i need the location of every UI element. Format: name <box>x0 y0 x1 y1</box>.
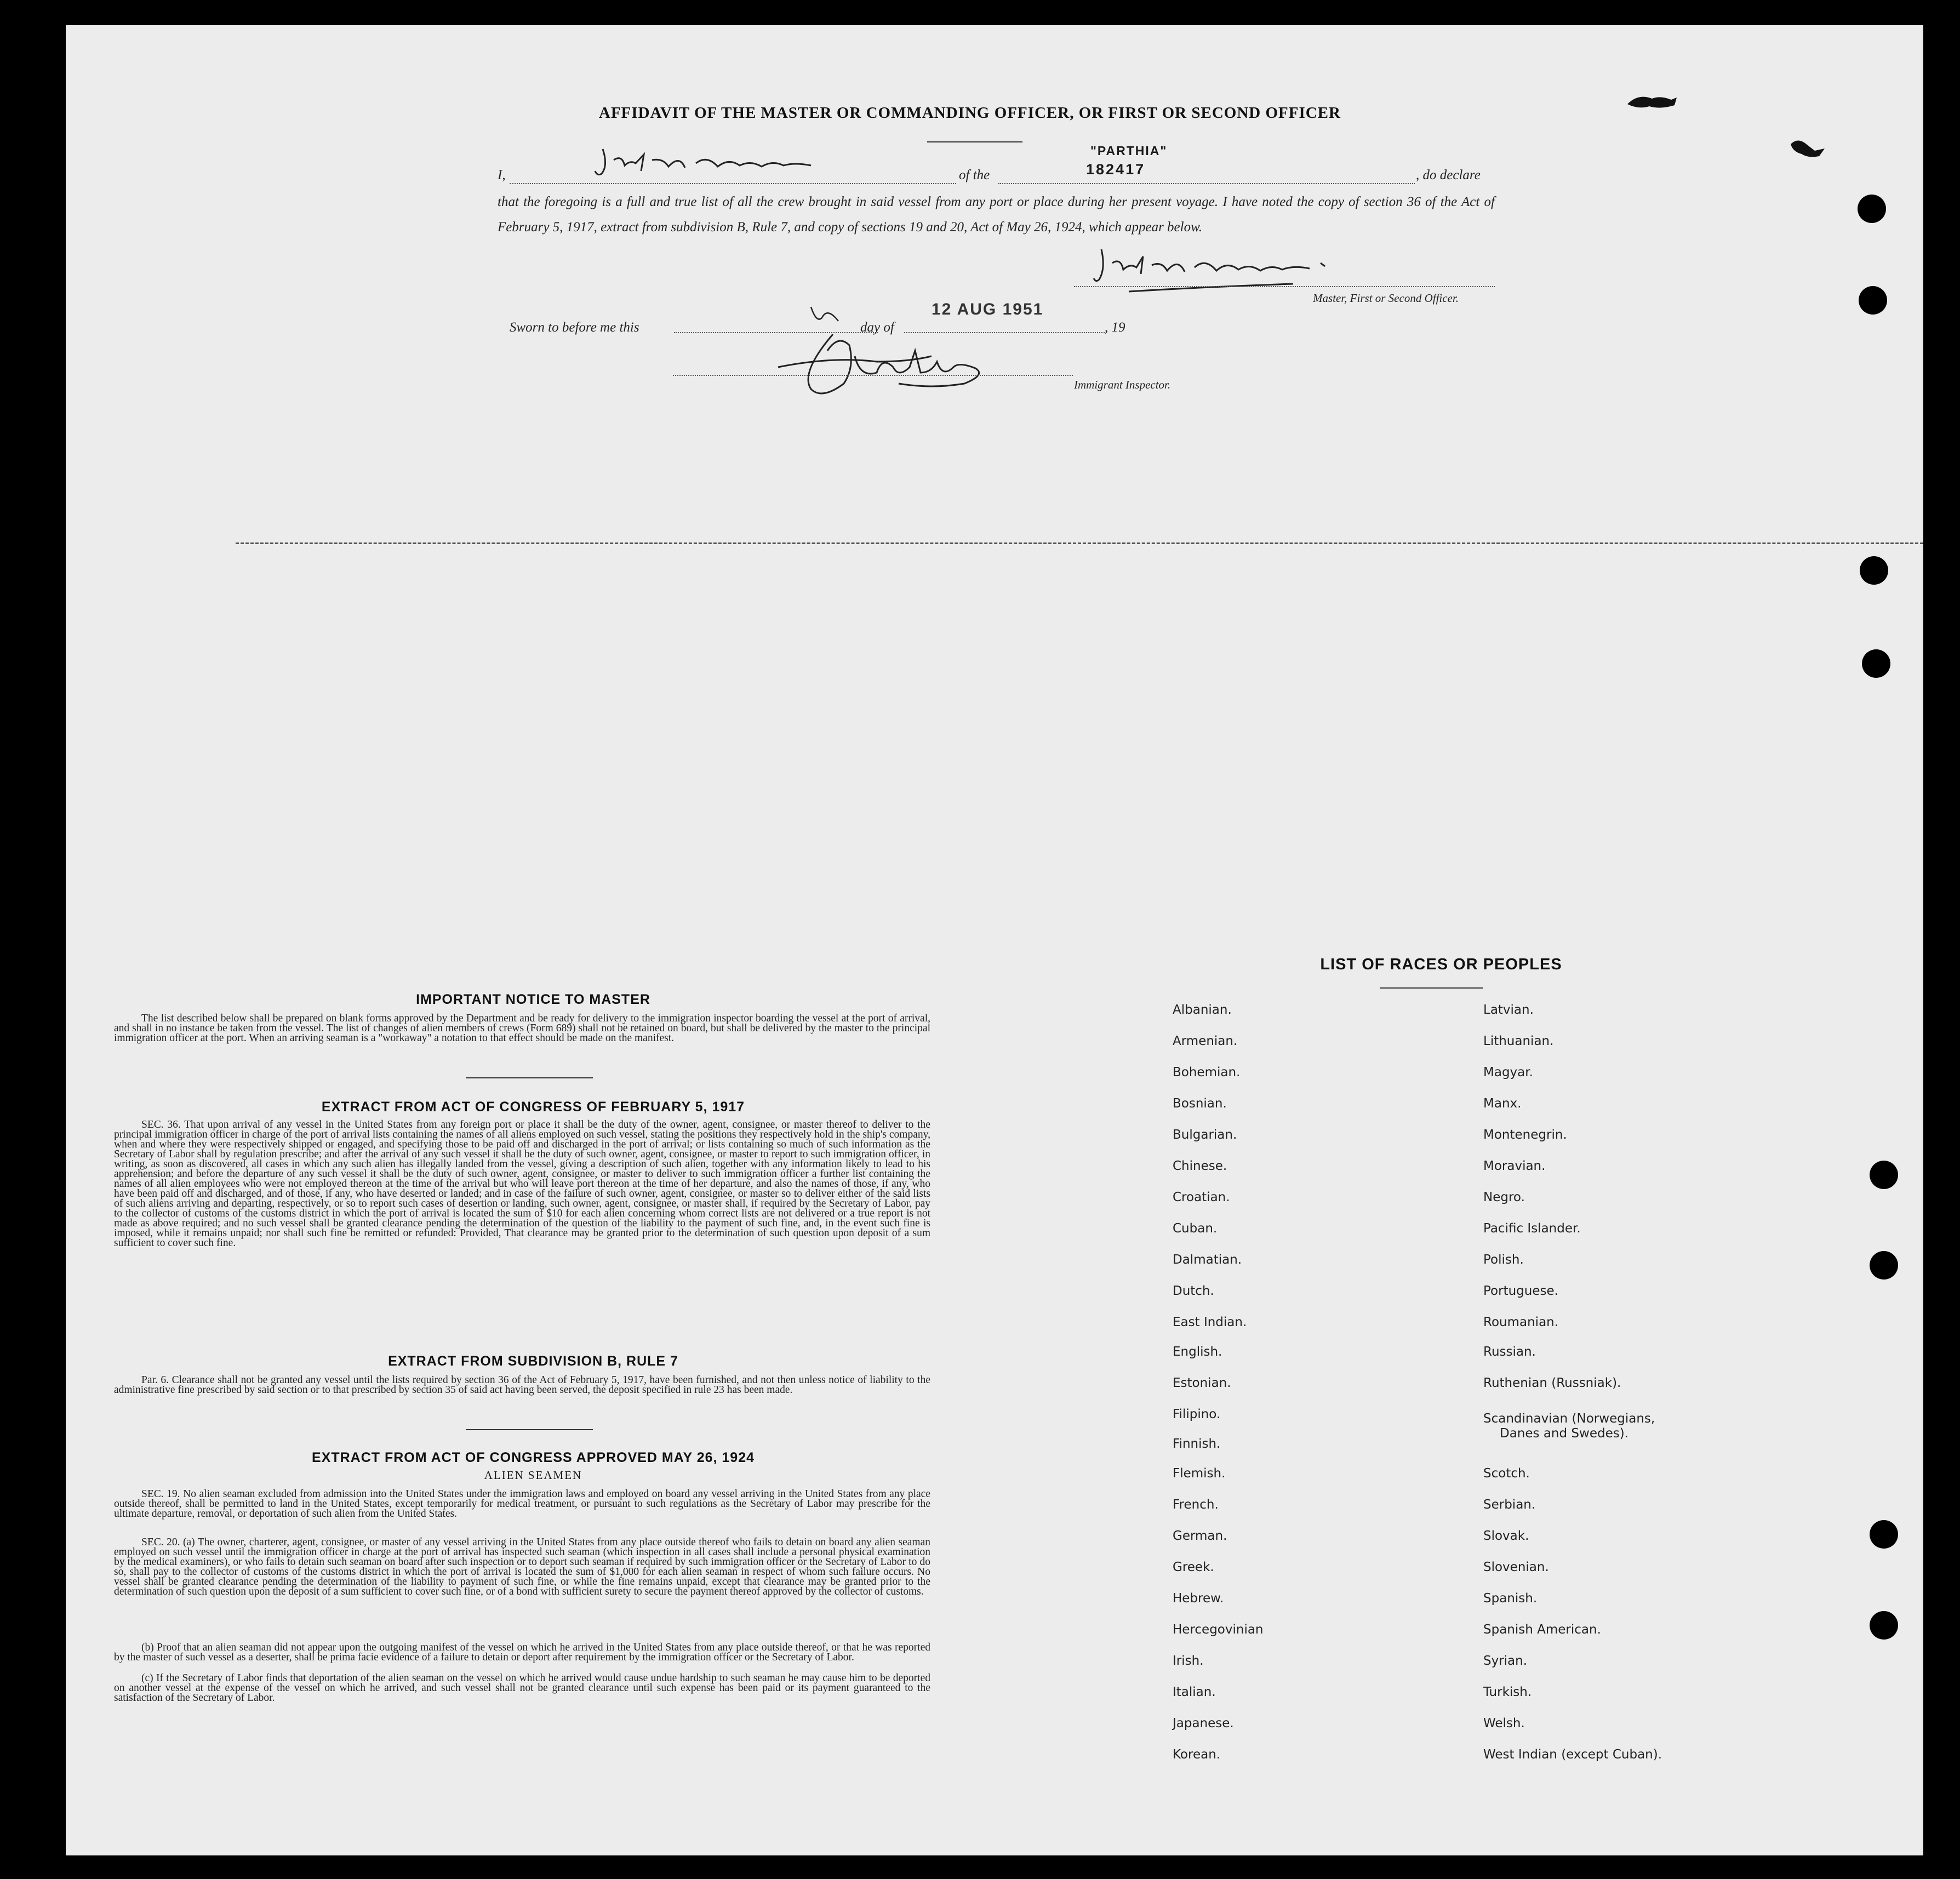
ship-line <box>998 183 1415 184</box>
race-right-item: Lithuanian. <box>1483 1034 1554 1048</box>
race-right-item: Negro. <box>1483 1190 1525 1204</box>
race-right-item: Manx. <box>1483 1096 1522 1111</box>
punch-hole <box>1859 286 1887 315</box>
race-left-item: German. <box>1173 1529 1227 1543</box>
race-left-item: Japanese. <box>1173 1716 1234 1730</box>
inspector-signature-line <box>673 375 1073 376</box>
affidavit-title: AFFIDAVIT OF THE MASTER OR COMMANDING OFFICER, OR FIRST OR SECOND OFFICER <box>599 104 1341 122</box>
races-title: LIST OF RACES OR PEOPLES <box>1320 956 1562 973</box>
race-right-item: Scandinavian (Norwegians, <box>1483 1412 1655 1426</box>
sworn-label: Sworn to before me this <box>510 320 639 335</box>
race-left-item: Albanian. <box>1173 1003 1232 1017</box>
name-signature <box>592 144 822 182</box>
race-right-item: Ruthenian (Russniak). <box>1483 1376 1621 1390</box>
race-right-item: Roumanian. <box>1483 1315 1559 1329</box>
extract-1917-text: SEC. 36. That upon arrival of any vessel in the United States from any foreign port or place it shall be the duty of the owner, agent, consignee, or master thereof to deliver to the principal immigration officer in charge of the port of arrival lists containing the names of all aliens employed on such vessel, stating the positions they respectively hold in the ship's company, when and where they were respectively shipped or engaged, and specifying those to be paid off and discharged in the port of arrival; or lists containing so much of such information as the Secretary of Labor shall by regulation prescribe; and after the arrival of any such vessel it shall be the duty of such owner, agent, consignee, or master to report to such immigration officer, in writing, as soon as discovered, all cases in which any such alien has illegally landed from the vessel, giving a description of such alien, together with any information likely to lead to his apprehension; and before the departure of any such vessel it shall be the duty of such owner, agent, consignee, or master to deliver to such immigration officer a further list containing the names of all alien employees who were not employed thereon at the time of the arrival but who will leave port thereon at the time of her departure, and also the names of those, if any, who have been paid off and discharged, and of those, if any, who have deserted or landed; and in case of the failure of such owner, agent, consignee, or master so to deliver either of the said lists of such aliens arriving and departing, respectively, or so to report such cases of desertion or landing, such owner, agent, consignee, or master shall, if required by the Secretary of Labor, pay to the collector of customs of the customs district in which the port of arrival is located the sum of $10 for each alien concerning whom correct lists are not delivered or a true report is not made as above required; and no such vessel shall be granted clearance pending the determination of the question of the liability to the payment of such fine, and, in the event such fine is imposed, while it remains unpaid; nor shall such fine be remitted or refunded: Provided, That clearance may be granted prior to the determination of such question upon deposit of a sum sufficient to cover such fine. <box>114 1119 930 1249</box>
name-line <box>510 183 956 184</box>
race-right-item: Montenegrin. <box>1483 1128 1567 1142</box>
race-left-item: Bohemian. <box>1173 1065 1241 1080</box>
ship-number: 182417 <box>1086 161 1146 178</box>
year-label: , 19 <box>1105 320 1125 335</box>
race-left-item: Hercegovinian <box>1173 1623 1264 1637</box>
affidavit-body: that the foregoing is a full and true list of all the crew brought in said vessel from any port or place during her present voyage. I have noted the copy of section 36 of the Act of February 5, 1917, extract from subdivision B, Rule 7, and copy of sections 19 and 20, Act of May 26, 1924, which appear below. <box>498 195 1495 235</box>
do-declare-label: , do declare <box>1416 168 1481 182</box>
of-the-label: of the <box>959 168 990 182</box>
race-right-item: Spanish American. <box>1483 1623 1601 1637</box>
inspector-signature <box>767 301 1008 427</box>
extract-1924-subtitle: ALIEN SEAMEN <box>484 1469 582 1482</box>
races-divider <box>1380 987 1483 989</box>
race-left-item: Armenian. <box>1173 1034 1238 1048</box>
race-right-item: Scotch. <box>1483 1466 1530 1481</box>
race-left-item: Filipino. <box>1173 1407 1221 1421</box>
punch-hole <box>1862 649 1890 678</box>
race-left-item: Greek. <box>1173 1560 1214 1574</box>
punch-hole <box>1870 1161 1898 1189</box>
race-left-item: East Indian. <box>1173 1315 1247 1329</box>
race-left-item: English. <box>1173 1345 1222 1359</box>
race-right-item: Portuguese. <box>1483 1284 1558 1298</box>
sec20c-text: (c) If the Secretary of Labor finds that deportation of the alien seaman on the vessel on which he arrived would cause undue hardship to such seaman he may cause him to be deported on another vessel at the expense of the vessel on which he arrived, and such vessel shall not be granted clearance until such expense has been paid or its payment guaranteed to the satisfaction of the Secretary of Labor. <box>114 1672 930 1704</box>
race-right-item: Russian. <box>1483 1345 1536 1359</box>
race-left-item: Cuban. <box>1173 1221 1218 1236</box>
fold-line <box>236 542 1923 544</box>
race-right-item: Slovenian. <box>1483 1560 1549 1574</box>
race-right-item: Latvian. <box>1483 1003 1534 1017</box>
race-left-item: French. <box>1173 1498 1219 1512</box>
race-right-item: Spanish. <box>1483 1591 1538 1606</box>
sec20b-text: (b) Proof that an alien seaman did not appear upon the outgoing manifest of the vessel on which he arrived in the United States from any place outside thereof, or that he was reported by the master of such vessel as a deserter, shall be prima facie evidence of a failure to detain or deport after requirement by the immigration officer or the Secretary of Labor. <box>114 1642 930 1663</box>
punch-hole <box>1858 195 1886 223</box>
date-stamp: 12 AUG 1951 <box>932 300 1044 318</box>
notice-text: The list described below shall be prepared on blank forms approved by the Department and be ready for delivery to the immigration inspector boarding the vessel at the port of arrival, and shall in no instance be taken from the vessel. The list of changes of alien members of crews (Form 689) shall not be retained on board, but shall be delivered by the master to the principal immigration officer at the port. When an arriving seaman is a "workaway" a notation to that effect should be made on the manifest. <box>114 1013 930 1044</box>
race-right-item: West Indian (except Cuban). <box>1483 1747 1662 1762</box>
race-right-item: Moravian. <box>1483 1159 1546 1173</box>
race-left-item: Flemish. <box>1173 1466 1226 1481</box>
race-left-item: Finnish. <box>1173 1437 1221 1451</box>
sec19-text: SEC. 19. No alien seaman excluded from admission into the United States under the immigration laws and employed on board any vessel arriving in the United States from any place outside thereof, shall be permitted to land in the United States, except temporarily for medical treatment, or pursuant to such regulations as the Secretary of Labor may prescribe for the ultimate departure, removal, or deportation of such alien from the United States. <box>114 1488 930 1520</box>
race-right-item: Magyar. <box>1483 1065 1533 1080</box>
ink-blot-icon <box>1786 134 1830 167</box>
race-left-item: Chinese. <box>1173 1159 1227 1173</box>
race-right-item: Polish. <box>1483 1253 1524 1267</box>
race-right-item: Serbian. <box>1483 1498 1536 1512</box>
race-right-item: Slovak. <box>1483 1529 1529 1543</box>
notice-title: IMPORTANT NOTICE TO MASTER <box>416 992 650 1007</box>
punch-hole <box>1870 1611 1898 1640</box>
race-left-item: Korean. <box>1173 1747 1221 1762</box>
sec20a-text: SEC. 20. (a) The owner, charterer, agent, consignee, or master of any vessel arriving in the United States from any place outside thereof who fails to detain on board any alien seaman employed on such vessel until the immigration officer in charge at the port of arrival has inspected such seaman (which inspection in all cases shall include a personal physical examination by the medical examiners), or who fails to detain such seaman on board after such inspection or to deport such seaman if required by such immigration officer or the Secretary of Labor to do so, shall pay to the collector of customs of the customs district in which the port of arrival is located the sum of $1,000 for each alien seaman in respect of whom such failure occurs. No vessel shall be granted clearance pending the determination of the liability to payment of such fine, or while the fine remains unpaid, except that clearance may be granted prior to the determination of such question upon the deposit of a sum sufficient to cover such fine, or of a bond with sufficient surety to secure the payment thereof approved by the collector of customs. <box>114 1537 930 1597</box>
extract-rule7-title: EXTRACT FROM SUBDIVISION B, RULE 7 <box>388 1353 678 1369</box>
divider <box>466 1077 593 1078</box>
race-right-item: Welsh. <box>1483 1716 1525 1730</box>
race-left-item: Bulgarian. <box>1173 1128 1237 1142</box>
race-left-item: Irish. <box>1173 1654 1204 1668</box>
race-left-item: Hebrew. <box>1173 1591 1224 1606</box>
inspector-caption: Immigrant Inspector. <box>1074 378 1171 391</box>
race-left-item: Croatian. <box>1173 1190 1230 1204</box>
extract-1924-title: EXTRACT FROM ACT OF CONGRESS APPROVED MAY 26, 1924 <box>311 1450 755 1465</box>
extract-1917-title: EXTRACT FROM ACT OF CONGRESS OF FEBRUARY 5, 1917 <box>321 1099 745 1115</box>
race-right-item: Pacific Islander. <box>1483 1221 1581 1236</box>
race-left-item: Italian. <box>1173 1685 1216 1699</box>
title-divider <box>927 141 1022 142</box>
race-left-item: Dutch. <box>1173 1284 1214 1298</box>
i-label: I, <box>498 168 506 182</box>
master-caption: Master, First or Second Officer. <box>1313 292 1459 305</box>
ship-name: "PARTHIA" <box>1090 144 1168 158</box>
race-left-item: Dalmatian. <box>1173 1253 1242 1267</box>
punch-hole <box>1870 1251 1898 1280</box>
ink-blot-icon <box>1622 88 1682 115</box>
race-right-item: Syrian. <box>1483 1654 1528 1668</box>
punch-hole <box>1860 556 1888 585</box>
race-right-item: Turkish. <box>1483 1685 1532 1699</box>
master-signature-line <box>1074 286 1495 287</box>
punch-hole <box>1870 1520 1898 1549</box>
race-left-item: Estonian. <box>1173 1376 1231 1390</box>
race-right-item: Danes and Swedes). <box>1500 1426 1628 1441</box>
race-left-item: Bosnian. <box>1173 1096 1227 1111</box>
day-of-label: day of <box>860 320 894 335</box>
extract-rule7-text: Par. 6. Clearance shall not be granted any vessel until the lists required by section 36 of the Act of February 5, 1917, have been furnished, and not then unless notice of liability to the administrative fine prescribed by said section or to that prescribed by section 35 of said act having been served, the deposit specified in rule 23 has been made. <box>114 1374 930 1396</box>
divider <box>466 1429 593 1430</box>
